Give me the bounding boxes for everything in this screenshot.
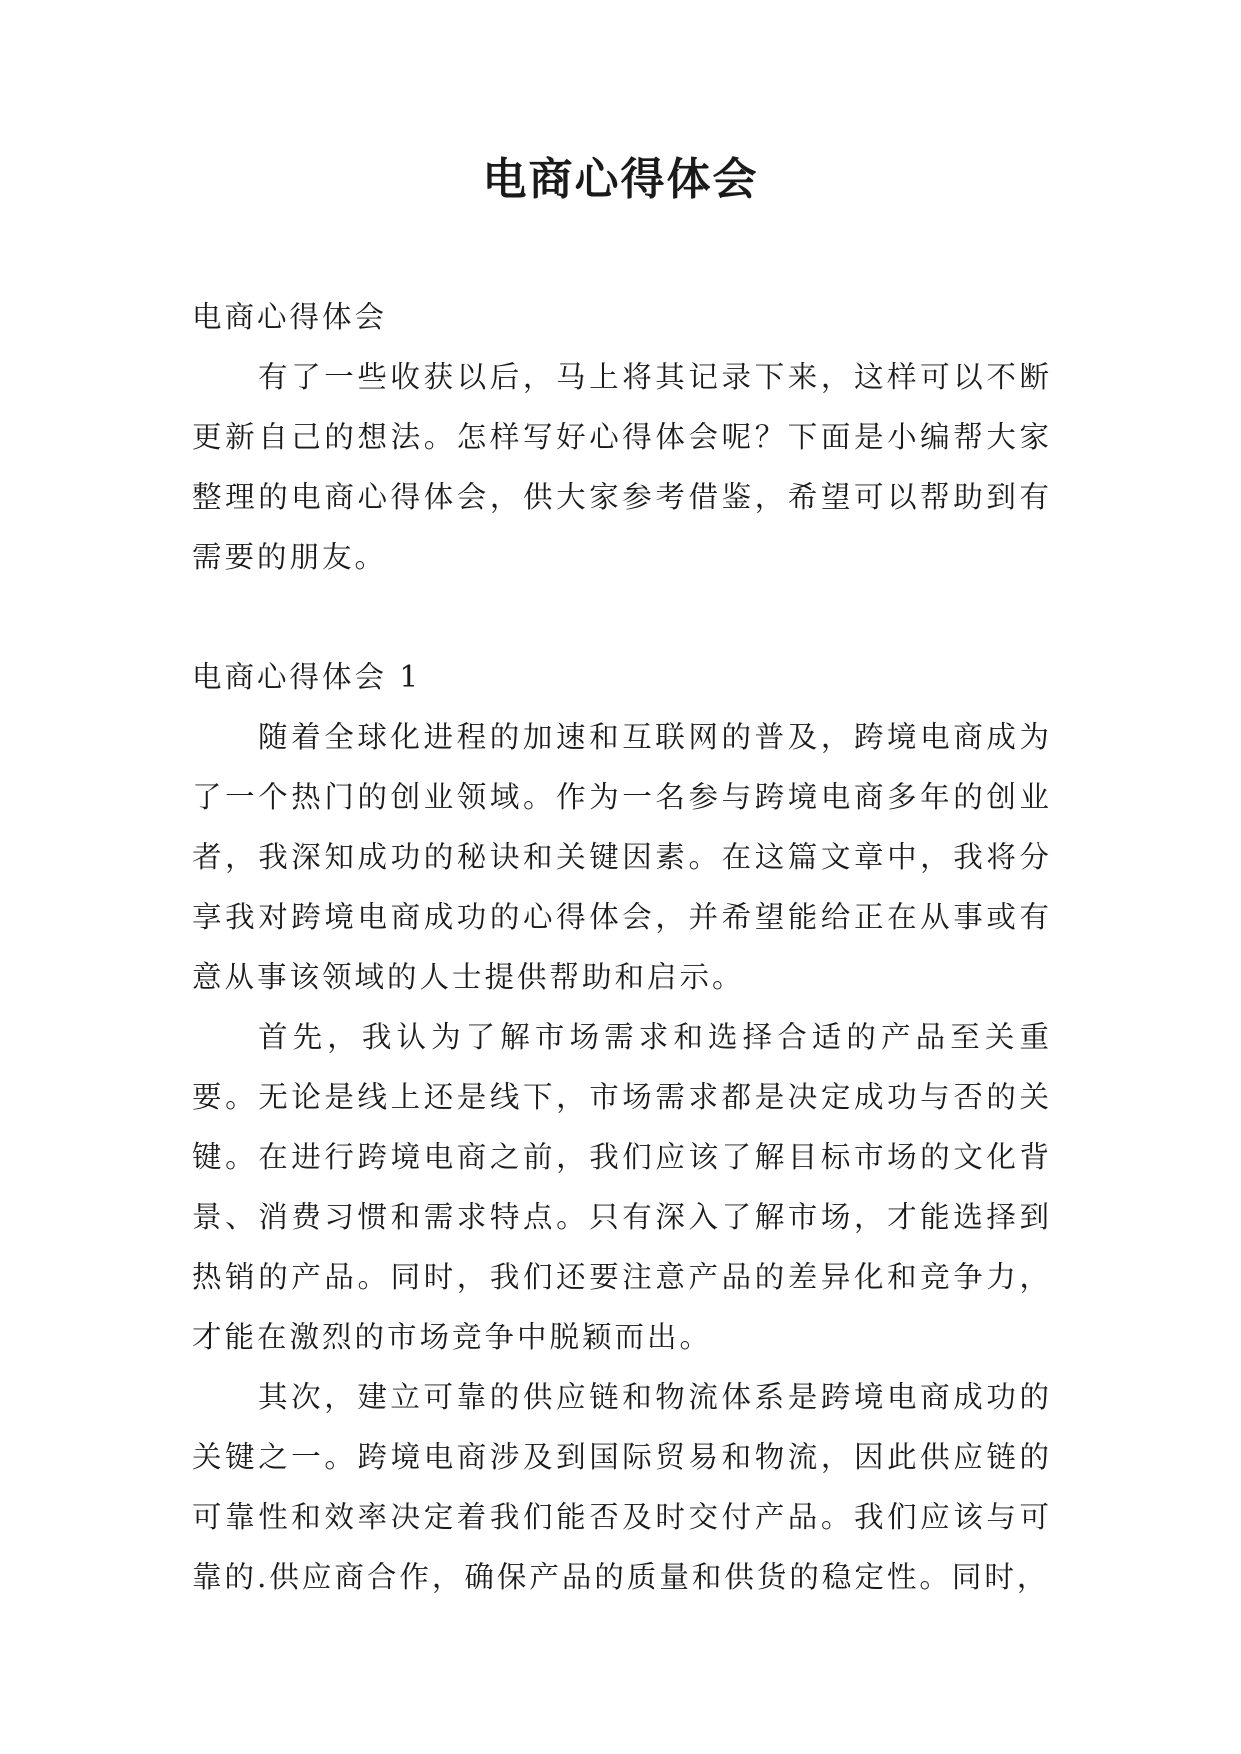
intro-paragraph: 有了一些收获以后，马上将其记录下来，这样可以不断更新自己的想法。怎样写好心得体会呢？下面是小编帮大家整理的电商心得体会，供大家参考借鉴，希望可以帮助到有需要的朋友。 [192, 360, 1052, 574]
section-heading: 电商心得体会 1 [192, 660, 422, 694]
document-title: 电商心得体会 [482, 154, 759, 205]
section-spacer [192, 587, 1052, 647]
body-paragraph: 首先，我认为了解市场需求和选择合适的产品至关重要。无论是线上还是线下，市场需求都是决定成功与否的关键。在进行跨境电商之前，我们应该了解目标市场的文化背景、消费习惯和需求特点。只有深入了解市场，才能选择到热销的产品。同时，我们还要注意产品的差异化和竞争力，才能在激烈的市场竞争中脱颖而出。 [192, 1020, 1052, 1354]
body-paragraph: 其次，建立可靠的供应链和物流体系是跨境电商成功的关键之一。跨境电商涉及到国际贸易和物流，因此供应链的可靠性和效率决定着我们能否及时交付产品。我们应该与可靠的.供应商合作，确保产品的质量和供货的稳定性。同时， [192, 1380, 1052, 1594]
body-paragraph: 随着全球化进程的加速和互联网的普及，跨境电商成为了一个热门的创业领域。作为一名参与跨境电商多年的创业者，我深知成功的秘诀和关键因素。在这篇文章中，我将分享我对跨境电商成功的心得体会，并希望能给正在从事或有意从事该领域的人士提供帮助和启示。 [192, 720, 1052, 994]
document-body [192, 287, 1052, 1607]
intro-heading: 电商心得体会 [192, 300, 388, 334]
